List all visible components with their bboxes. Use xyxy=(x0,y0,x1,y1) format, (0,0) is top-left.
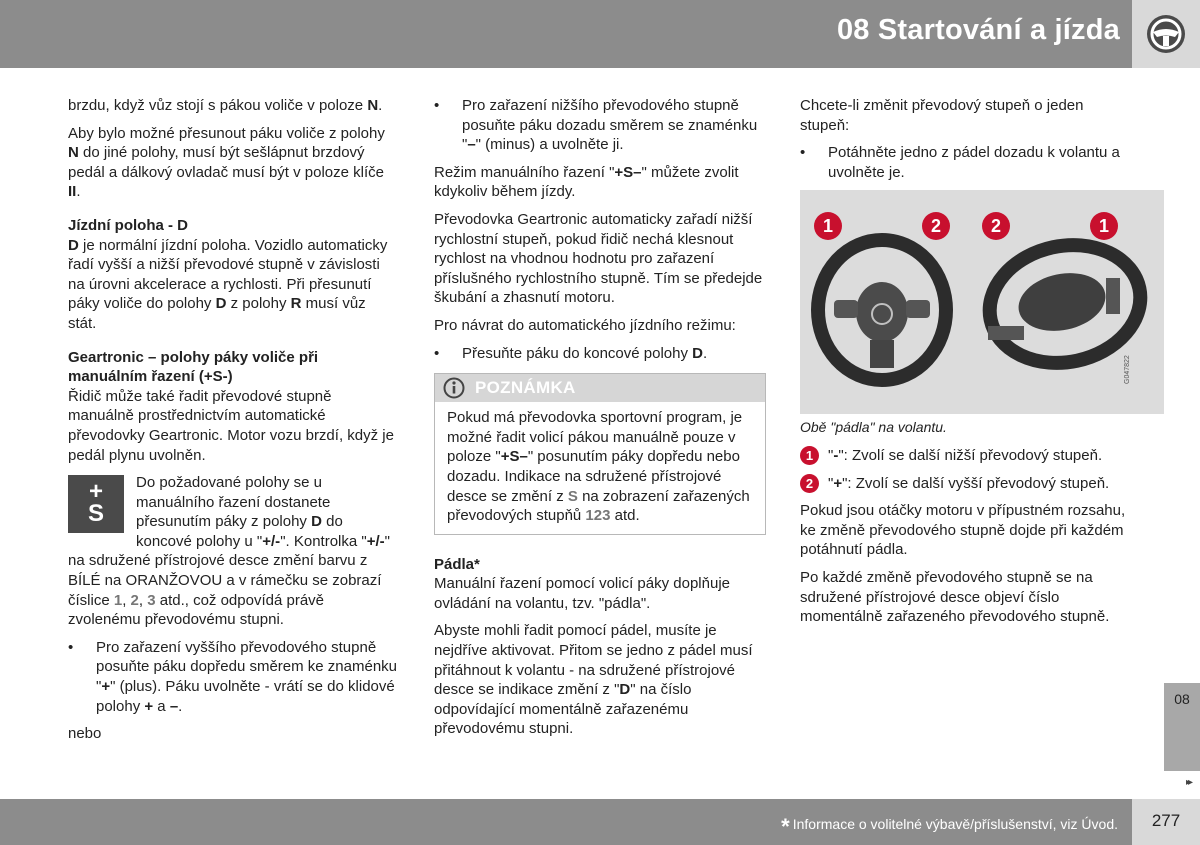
text: atd., což odpovídá právě zvolenému převodovému stupni. xyxy=(68,591,325,629)
footnote-star: * xyxy=(781,814,790,839)
note-title: POZNÁMKA xyxy=(475,378,576,398)
gear-s: S xyxy=(87,500,104,528)
numbered-item-1 xyxy=(800,446,1136,466)
callout-badge-2: 2 xyxy=(800,474,819,493)
steering-wheel-icon xyxy=(1145,13,1187,55)
geartronic-symbol-icon xyxy=(68,475,124,550)
paragraph: Pokud jsou otáčky motoru v přípustném rozsahu, ke změně převodového stupně dojde při každém potáhnutí pádla. xyxy=(800,502,1126,559)
next-page-arrows-icon: ▸▸ xyxy=(1186,777,1191,788)
gear-minus: – xyxy=(89,522,103,550)
text: . xyxy=(178,697,183,715)
text-bold: R xyxy=(290,295,302,313)
note-header xyxy=(435,374,765,402)
footer-note xyxy=(781,814,1118,840)
gear-plus: + xyxy=(88,478,103,506)
text-bold: - xyxy=(833,446,839,464)
figure-code: G047822 xyxy=(1124,355,1131,385)
paragraph xyxy=(68,124,398,202)
steering-wheel-figure xyxy=(800,190,1164,414)
text-bold: +S– xyxy=(500,448,528,466)
callout-badge-1: 1 xyxy=(800,446,819,465)
text-bold: – xyxy=(467,136,476,154)
heading-paddles: Pádla* xyxy=(434,555,480,573)
bullet-item xyxy=(434,96,766,155)
callout-2-left: 2 xyxy=(922,212,950,240)
text: je normální jízdní poloha. Vozidlo automaticky řadí vyšší a nižší převodové stupně v závislosti na úrovni akcelerace a rychlosti. Při přesunutí páky voliče do polohy xyxy=(68,236,388,313)
footer-bar xyxy=(0,799,1132,845)
text: Režim manuálního řazení " xyxy=(434,163,615,181)
info-icon xyxy=(443,377,465,399)
text-bold: N xyxy=(367,97,379,114)
digit: 1 xyxy=(113,591,123,609)
text: Pro zařazení vyššího převodového stupně posuňte páku dopředu směrem ke znaménku " xyxy=(96,638,398,696)
text: ". Kontrolka " xyxy=(280,532,367,550)
paragraph xyxy=(68,96,398,116)
paragraph: Převodovka Geartronic automaticky zařadí nižší rychlostní stupeň, pokud řidič nechá klesnout rychlost na vhodnou hodnotu pro zařazení příslušného rychlostního stupně. Tím se předejde škubání a zhasnutí motoru. xyxy=(434,210,763,307)
text-bold: D xyxy=(311,513,322,531)
text: Abyste mohli řadit pomocí pádel, musíte je nejdříve aktivovat. Přitom se jedno z pádel musí přitáhnout k volantu - na sdružené přístrojové desce se indikace změní z " xyxy=(434,622,753,699)
text-bold: +/- xyxy=(366,532,385,550)
text: . xyxy=(76,183,81,201)
text: " xyxy=(828,446,834,464)
text: brzdu, když vůz stojí s pákou voliče v poloze xyxy=(68,97,368,114)
note-box xyxy=(434,373,766,535)
text-bold: – xyxy=(169,697,179,715)
text: . xyxy=(378,97,383,114)
text-bold: + xyxy=(144,697,154,715)
text: z polohy xyxy=(226,295,291,313)
text: do jiné polohy, musí být sešlápnut brzdový pedál a dálkový ovladač musí být v poloze klíče xyxy=(68,144,385,181)
text: " posunutím páky dopředu nebo dozadu. Indikace na sdružené přístrojové desce se změní z xyxy=(447,448,740,505)
bullet-item: • Potáhněte jedno z pádel dozadu k volantu a uvolněte je. xyxy=(800,143,1136,182)
indicator-s: S xyxy=(567,487,578,505)
text-bold: D xyxy=(215,295,227,313)
text-bold: D xyxy=(692,344,703,362)
header-icon-box xyxy=(1132,0,1200,68)
callout-1-left: 1 xyxy=(814,212,842,240)
text: , xyxy=(138,591,148,609)
column-2 xyxy=(434,96,766,747)
side-tab-label: 08 xyxy=(1174,691,1190,707)
bullet-item xyxy=(68,638,398,716)
text: musí vůz stát. xyxy=(68,295,366,332)
text-bold: + xyxy=(101,678,111,696)
text: " (minus) a uvolněte ji. xyxy=(475,136,624,154)
paragraph xyxy=(434,163,766,202)
callout-1-right: 1 xyxy=(1090,212,1118,240)
chapter-title: 08 Startování a jízda xyxy=(836,14,1120,46)
text-bold: II xyxy=(68,183,77,201)
text-bold: D xyxy=(68,236,79,254)
text: Aby bylo možné přesunout páku voliče z polohy xyxy=(68,124,385,142)
text: " xyxy=(828,474,834,492)
text-bold: +S– xyxy=(614,163,642,181)
text: Pro zařazení nižšího převodového stupně posuňte páku dozadu směrem se znaménku " xyxy=(462,97,758,154)
column-1 xyxy=(68,96,398,752)
page-number: 277 xyxy=(1151,811,1181,830)
gear-symbol xyxy=(68,478,124,550)
text-bold: N xyxy=(68,144,79,162)
heading-drive-position: Jízdní poloha - D xyxy=(68,216,188,234)
text: do koncové polohy u " xyxy=(136,513,343,550)
text: a xyxy=(153,697,170,715)
paragraph: Řidič může také řadit převodové stupně manuálně prostřednictvím automatické převodovky Geartronic. Motor vozu brzdí, když je pedál plynu uvolněn. xyxy=(68,387,394,464)
numbered-item-2 xyxy=(800,474,1136,494)
text-bold: D xyxy=(619,681,631,699)
digit: 2 xyxy=(130,591,139,609)
text: " můžete zvolit kdykoliv během jízdy. xyxy=(434,163,739,201)
paragraph: Po každé změně převodového stupně se na sdružené přístrojové desce objeví číslo momentálně zařazeného převodového stupně. xyxy=(800,568,1110,626)
paragraph: Chcete-li změnit převodový stupeň o jeden stupeň: xyxy=(800,97,1084,134)
page-number-box xyxy=(1132,799,1200,845)
text-bold: + xyxy=(833,474,843,492)
text: " na sdružené přístrojové desce změní barvu z BÍLÉ na ORANŽOVOU a v rámečku se zobrazí číslice xyxy=(68,532,390,609)
text: Pokud má převodovka sportovní program, je možné řadit volicí pákou manuálně pouze v poloze " xyxy=(447,409,743,466)
text: Do požadované polohy se u manuálního řazení dostanete přesunutím páky z polohy xyxy=(136,474,331,531)
text: ": Zvolí se další vyšší převodový stupeň. xyxy=(842,474,1110,492)
indicator-digits: 123 xyxy=(585,507,611,525)
text: Přesuňte páku do koncové polohy xyxy=(462,344,693,362)
text: . xyxy=(703,344,708,362)
chapter-side-tab xyxy=(1164,683,1200,771)
paragraph xyxy=(68,236,398,334)
text: atd. xyxy=(610,507,640,525)
figure-caption: Obě "pádla" na volantu. xyxy=(800,419,947,436)
callout-2-right: 2 xyxy=(982,212,1010,240)
paragraph: Manuální řazení pomocí volicí páky doplňuje ovládání na volantu, tzv. "pádla". xyxy=(434,575,731,612)
paragraph xyxy=(434,621,766,739)
text: " (plus). Páku uvolněte - vrátí se do klidové polohy xyxy=(96,678,395,715)
text: na zobrazení zařazených převodových stupňů xyxy=(447,487,750,525)
column-3 xyxy=(800,96,1136,635)
footnote-text: Informace o volitelné výbavě/příslušenství, viz Úvod. xyxy=(792,816,1118,832)
bullet-item xyxy=(434,344,766,364)
paragraph: Pro návrat do automatického jízdního režimu: xyxy=(434,316,736,334)
text: , xyxy=(122,591,131,609)
text-bold: +/- xyxy=(262,532,281,550)
heading-geartronic: Geartronic – polohy páky voliče při manuálním řazení (+S-) xyxy=(68,348,319,386)
text: " na číslo odpovídající momentálně zařazenému převodovému stupni. xyxy=(434,681,692,738)
text: ": Zvolí se další nižší převodový stupeň. xyxy=(838,446,1103,464)
header-bar xyxy=(0,0,1132,68)
paragraph: nebo xyxy=(68,725,102,743)
digit: 3 xyxy=(147,591,156,609)
note-body xyxy=(435,402,765,534)
